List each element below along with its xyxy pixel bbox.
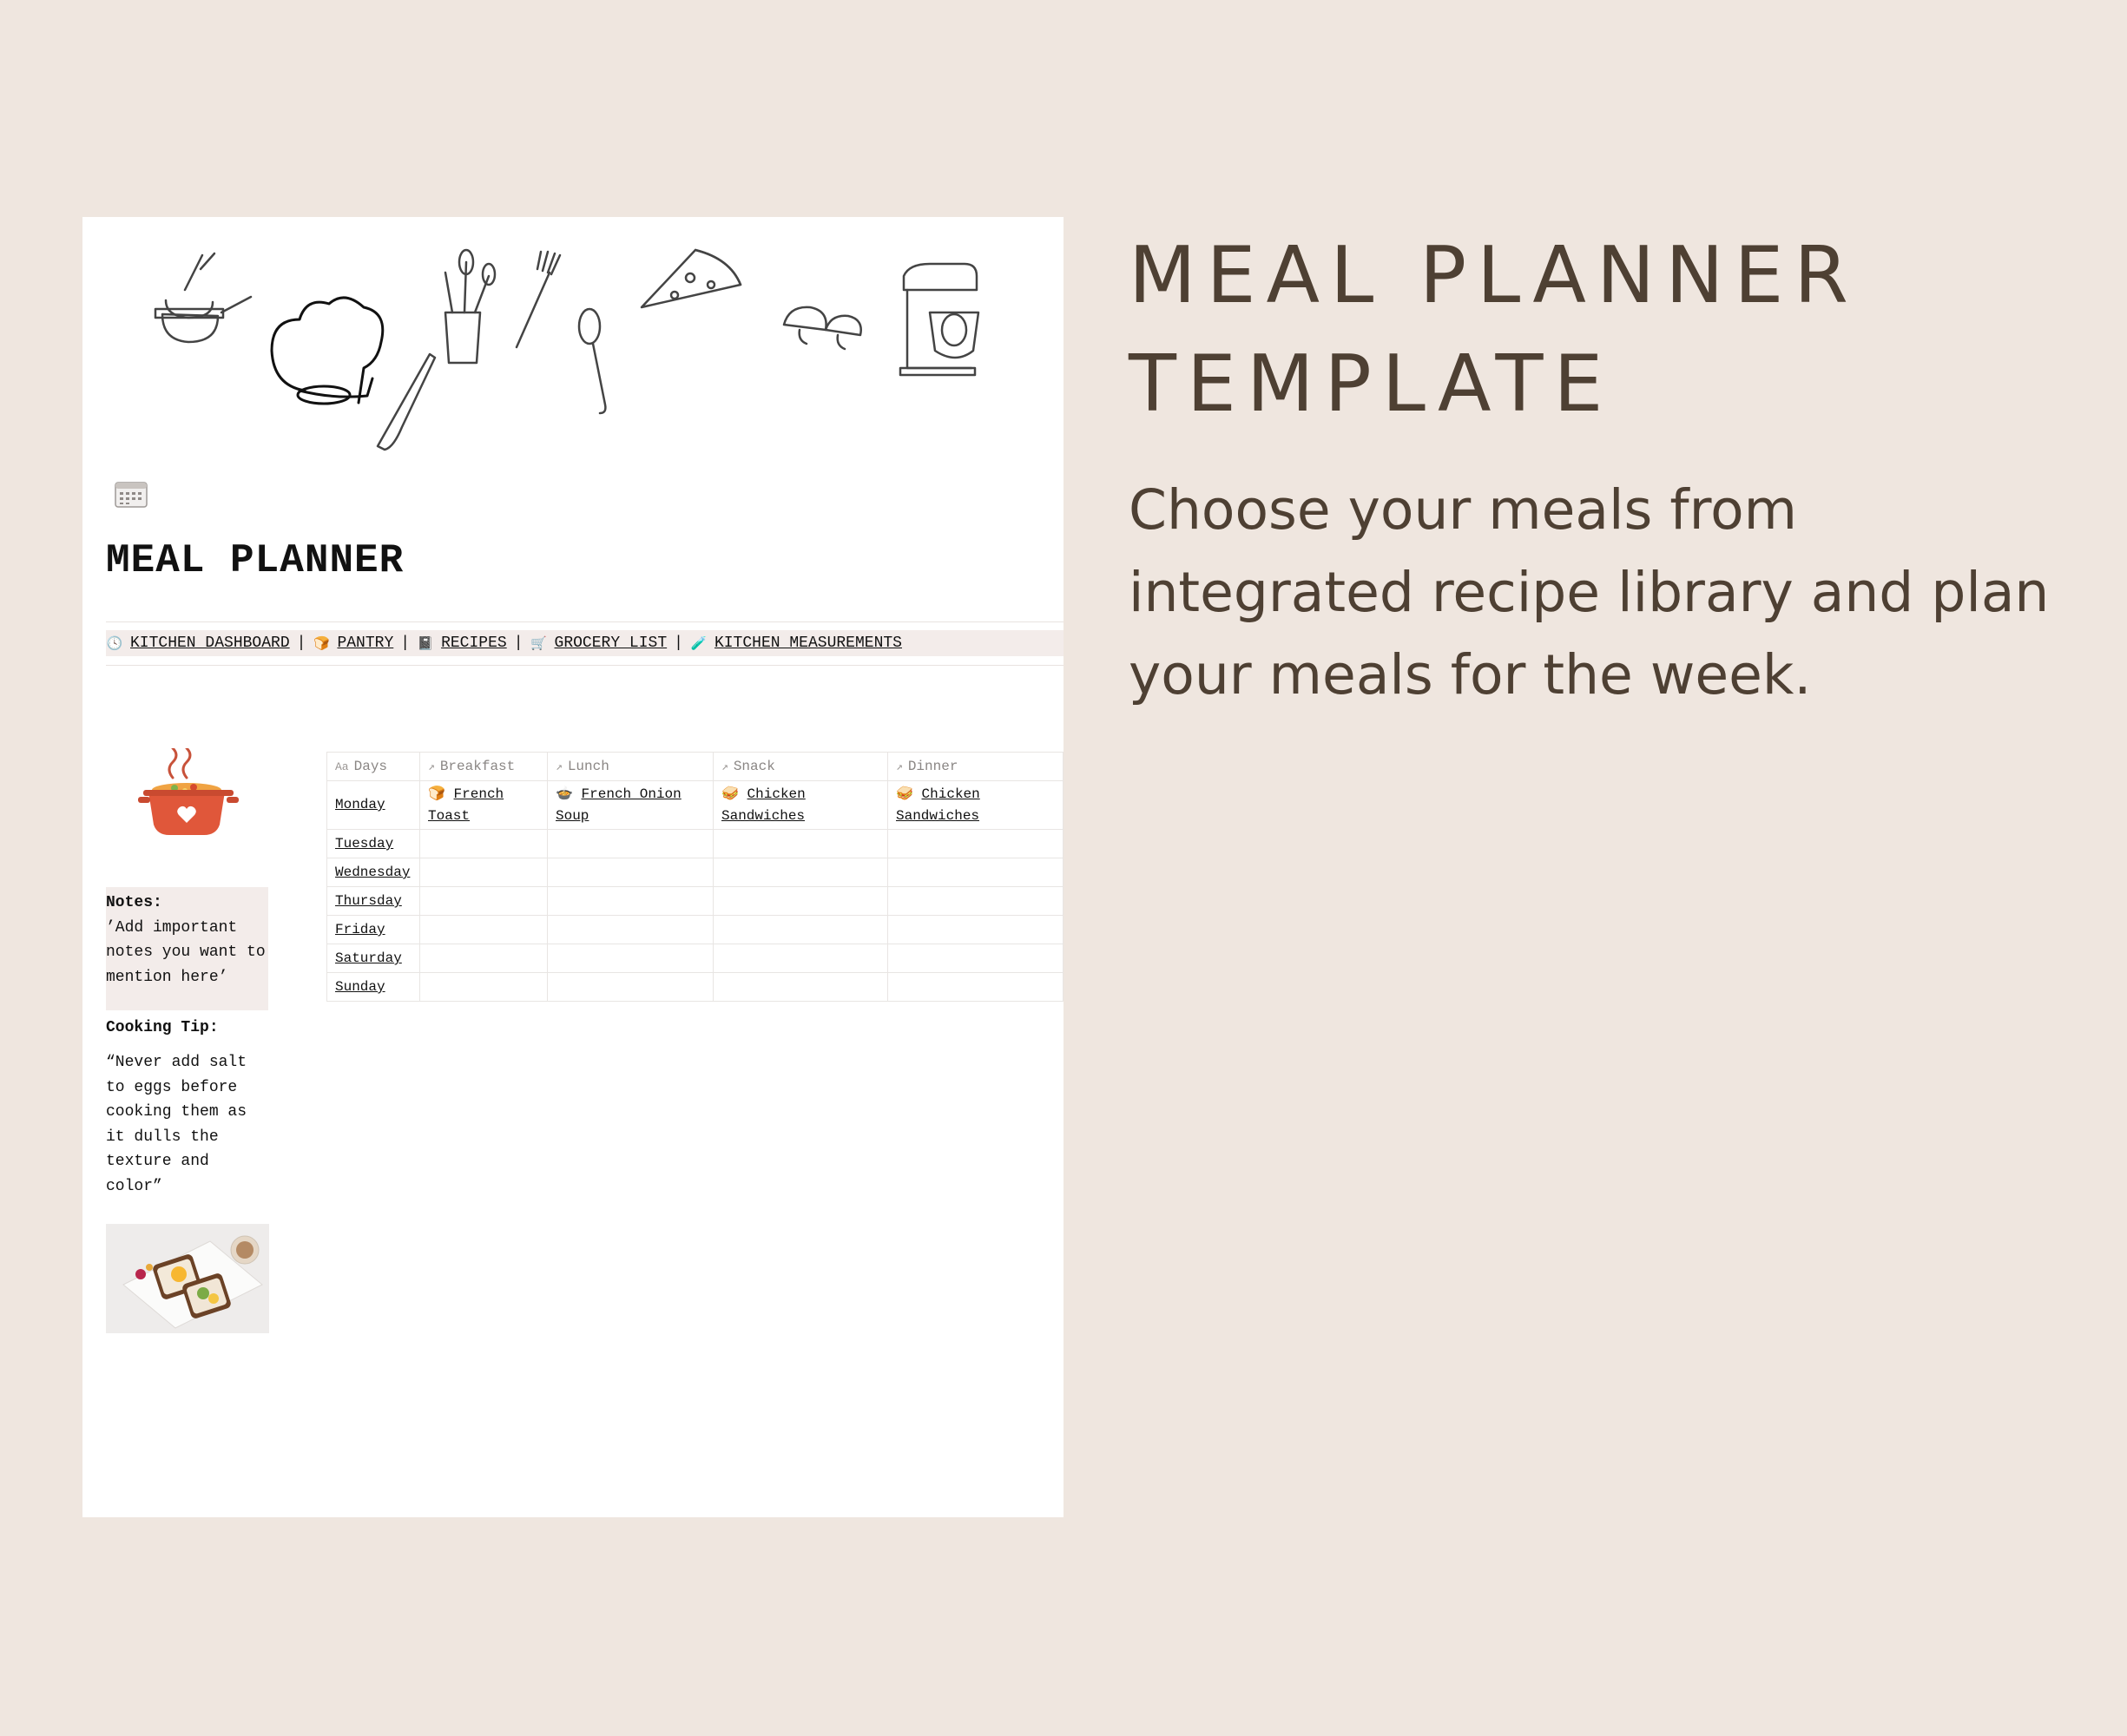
empty-cell[interactable]: [714, 973, 888, 1002]
day-link-wednesday[interactable]: Wednesday: [335, 865, 411, 880]
relation-arrow-icon: ↗: [721, 760, 728, 773]
column-header-days[interactable]: Aa Days: [327, 753, 420, 781]
nav-separator: |: [513, 635, 524, 652]
relation-arrow-icon: ↗: [428, 760, 435, 773]
title-property-icon: Aa: [335, 760, 349, 773]
notes-text: ’Add important notes you want to mention here’: [106, 918, 266, 986]
soup-icon: 🍲: [556, 786, 573, 802]
chef-hat-icon: [272, 298, 383, 404]
empty-cell[interactable]: [548, 944, 714, 973]
clock-icon: 🕓: [106, 636, 123, 652]
top-divider: [106, 621, 1064, 622]
column-header-dinner[interactable]: ↗ Dinner: [888, 753, 1064, 781]
empty-cell[interactable]: [420, 887, 548, 916]
empty-cell[interactable]: [714, 887, 888, 916]
empty-cell[interactable]: [548, 830, 714, 858]
promo-description: Choose your meals from integrated recipe library and plan your meals for the week.: [1129, 478, 2050, 707]
empty-cell[interactable]: [714, 944, 888, 973]
empty-cell[interactable]: [888, 830, 1064, 858]
table-row: [327, 830, 1064, 858]
empty-cell[interactable]: [420, 916, 548, 944]
measuring-jug-icon: 🧪: [690, 636, 708, 652]
table-header-row: [327, 753, 1064, 781]
empty-cell[interactable]: [714, 858, 888, 887]
recipe-link-chicken-sandwiches-snack[interactable]: Chicken Sandwiches: [721, 786, 806, 824]
pots-icon: [155, 253, 251, 342]
empty-cell[interactable]: [888, 887, 1064, 916]
recipe-link-french-toast[interactable]: French Toast: [428, 786, 504, 824]
table-row: [327, 944, 1064, 973]
column-header-snack[interactable]: ↗ Snack: [714, 753, 888, 781]
recipe-link-chicken-sandwiches-dinner[interactable]: Chicken Sandwiches: [896, 786, 980, 824]
utensil-holder-icon: [445, 250, 495, 363]
empty-cell[interactable]: [548, 973, 714, 1002]
pizza-slice-icon: [642, 250, 741, 307]
relation-arrow-icon: ↗: [896, 760, 903, 773]
nav-separator: |: [296, 635, 306, 652]
nav-separator: |: [674, 635, 683, 652]
recipe-link-french-onion-soup[interactable]: French Onion Soup: [556, 786, 682, 824]
day-link-tuesday[interactable]: Tuesday: [335, 836, 394, 852]
day-link-sunday[interactable]: Sunday: [335, 979, 385, 995]
nav-link-kitchen-dashboard[interactable]: KITCHEN DASHBOARD: [130, 635, 290, 652]
day-link-friday[interactable]: Friday: [335, 922, 385, 937]
promo-heading-line-1: MEAL PLANNER: [1129, 230, 1859, 321]
notes-callout: [106, 887, 268, 1010]
empty-cell[interactable]: [548, 916, 714, 944]
stand-mixer-icon: [900, 264, 978, 375]
table-row: [327, 973, 1064, 1002]
nav-divider: [106, 665, 1064, 666]
promo-heading-line-2: TEMPLATE: [1129, 339, 1614, 430]
empty-cell[interactable]: [888, 858, 1064, 887]
empty-cell[interactable]: [888, 973, 1064, 1002]
sandwich-icon: 🥪: [896, 786, 913, 802]
table-row: [327, 781, 1064, 830]
empty-cell[interactable]: [420, 858, 548, 887]
day-link-thursday[interactable]: Thursday: [335, 893, 402, 909]
empty-cell[interactable]: [888, 944, 1064, 973]
promo-heading: [1129, 221, 1859, 438]
nav-link-grocery-list[interactable]: GROCERY LIST: [554, 635, 668, 652]
nav-link-recipes[interactable]: RECIPES: [441, 635, 507, 652]
fork-icon: [517, 252, 560, 347]
column-header-breakfast[interactable]: ↗ Breakfast: [420, 753, 548, 781]
notion-page: [82, 217, 1064, 1517]
toast-breakfast-photo: [106, 1224, 269, 1333]
column-header-lunch[interactable]: ↗ Lunch: [548, 753, 714, 781]
nav-separator: |: [400, 635, 411, 652]
empty-cell[interactable]: [714, 916, 888, 944]
empty-cell[interactable]: [888, 916, 1064, 944]
bread-box-icon: 🍞: [313, 636, 330, 652]
calendar-icon: [114, 479, 148, 509]
day-link-saturday[interactable]: Saturday: [335, 950, 402, 966]
empty-cell[interactable]: [420, 944, 548, 973]
cooking-tip-text: “Never add salt to eggs before cooking them as it dulls the texture and color”: [106, 1054, 247, 1195]
notes-label: Notes:: [106, 894, 162, 911]
empty-cell[interactable]: [420, 973, 548, 1002]
empty-cell[interactable]: [714, 830, 888, 858]
recipe-book-icon: 📓: [417, 636, 434, 652]
bread-icon: 🍞: [428, 786, 445, 802]
page-title: MEAL PLANNER: [106, 538, 405, 583]
table-row: [327, 858, 1064, 887]
spoon-icon: [579, 309, 605, 413]
meal-plan-table: [326, 752, 1064, 1002]
empty-cell[interactable]: [548, 887, 714, 916]
navigation-bar: [106, 630, 1064, 656]
nav-link-kitchen-measurements[interactable]: KITCHEN MEASUREMENTS: [714, 635, 902, 652]
relation-arrow-icon: ↗: [556, 760, 563, 773]
knife-icon: [378, 354, 435, 450]
mushroom-icon: [784, 307, 861, 349]
cooking-pot-icon: [136, 748, 240, 844]
nav-link-pantry[interactable]: PANTRY: [337, 635, 394, 652]
shopping-cart-icon: 🛒: [530, 636, 547, 652]
kitchen-doodle-banner: [82, 217, 1064, 469]
cooking-tip-label: Cooking Tip:: [106, 1019, 219, 1036]
sandwich-icon: 🥪: [721, 786, 739, 802]
day-link-monday[interactable]: Monday: [335, 797, 385, 812]
table-row: [327, 916, 1064, 944]
empty-cell[interactable]: [548, 858, 714, 887]
table-row: [327, 887, 1064, 916]
empty-cell[interactable]: [420, 830, 548, 858]
